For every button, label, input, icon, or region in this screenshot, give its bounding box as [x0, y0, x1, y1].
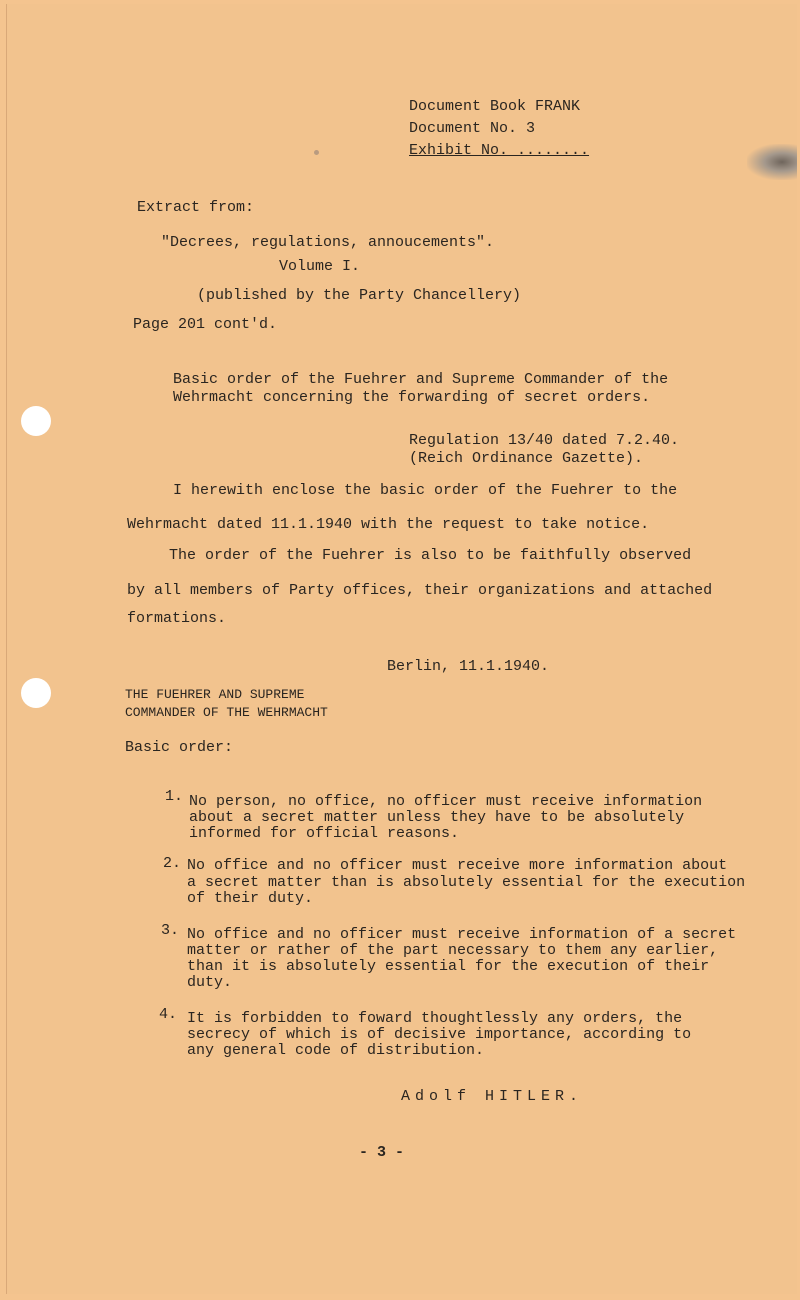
document-number: Document No. 3: [409, 120, 536, 137]
source-publisher: (published by the Party Chancellery): [197, 287, 522, 304]
paragraph-2-line-2: by all members of Party offices, their organizations and attached: [127, 582, 713, 599]
paragraph-2-line-1: The order of the Fuehrer is also to be faithfully observed: [169, 547, 692, 564]
item-2-number: 2.: [163, 855, 182, 872]
item-3-line-1: No office and no officer must receive information of a secret: [187, 926, 737, 943]
intro-line-1: Basic order of the Fuehrer and Supreme Commander of the: [173, 371, 669, 388]
item-1-line-3: informed for official reasons.: [189, 825, 460, 842]
source-title: "Decrees, regulations, annoucements".: [161, 234, 495, 251]
item-4-line-3: any general code of distribution.: [187, 1042, 485, 1059]
item-4-line-1: It is forbidden to foward thoughtlessly any orders, the: [187, 1010, 683, 1027]
intro-line-2: Wehrmacht concerning the forwarding of secret orders.: [173, 389, 651, 406]
exhibit-number: Exhibit No. ........: [409, 142, 590, 159]
item-3-line-3: than it is absolutely essential for the execution of their: [187, 958, 710, 975]
source-volume: Volume I.: [279, 258, 361, 275]
item-2-line-3: of their duty.: [187, 890, 314, 907]
item-2-line-2: a secret matter than is absolutely essential for the execution: [187, 874, 746, 891]
order-header-line-2: COMMANDER OF THE WEHRMACHT: [125, 705, 328, 720]
paragraph-1-line-1: I herewith enclose the basic order of the Fuehrer to the: [173, 482, 678, 499]
gazette-reference: (Reich Ordinance Gazette).: [409, 450, 644, 467]
paper-spot: [314, 150, 319, 155]
extract-label: Extract from:: [137, 199, 255, 216]
regulation-reference: Regulation 13/40 dated 7.2.40.: [409, 432, 680, 449]
page-number: - 3 -: [359, 1144, 405, 1161]
paragraph-2-line-3: formations.: [127, 610, 227, 627]
item-1-line-1: No person, no office, no officer must receive information: [189, 793, 703, 810]
place-date: Berlin, 11.1.1940.: [387, 658, 550, 675]
order-header-line-1: THE FUEHRER AND SUPREME: [125, 687, 305, 702]
item-2-line-1: No office and no officer must receive more information about: [187, 857, 728, 874]
item-4-number: 4.: [159, 1006, 178, 1023]
signature: Adolf HITLER.: [401, 1088, 584, 1105]
item-3-number: 3.: [161, 922, 180, 939]
punch-hole-top: [21, 406, 51, 436]
basic-order-label: Basic order:: [125, 739, 234, 756]
item-3-line-4: duty.: [187, 974, 233, 991]
document-book-label: Document Book FRANK: [409, 98, 581, 115]
item-4-line-2: secrecy of which is of decisive importance, according to: [187, 1026, 692, 1043]
document-page: [6, 4, 797, 1294]
item-1-line-2: about a secret matter unless they have to be absolutely: [189, 809, 685, 826]
paragraph-1-line-2: Wehrmacht dated 11.1.1940 with the request to take notice.: [127, 516, 650, 533]
page-reference: Page 201 cont'd.: [133, 316, 278, 333]
punch-hole-bottom: [21, 678, 51, 708]
ink-smudge: [747, 144, 797, 180]
item-3-line-2: matter or rather of the part necessary to them any earlier,: [187, 942, 719, 959]
item-1-number: 1.: [165, 788, 184, 805]
